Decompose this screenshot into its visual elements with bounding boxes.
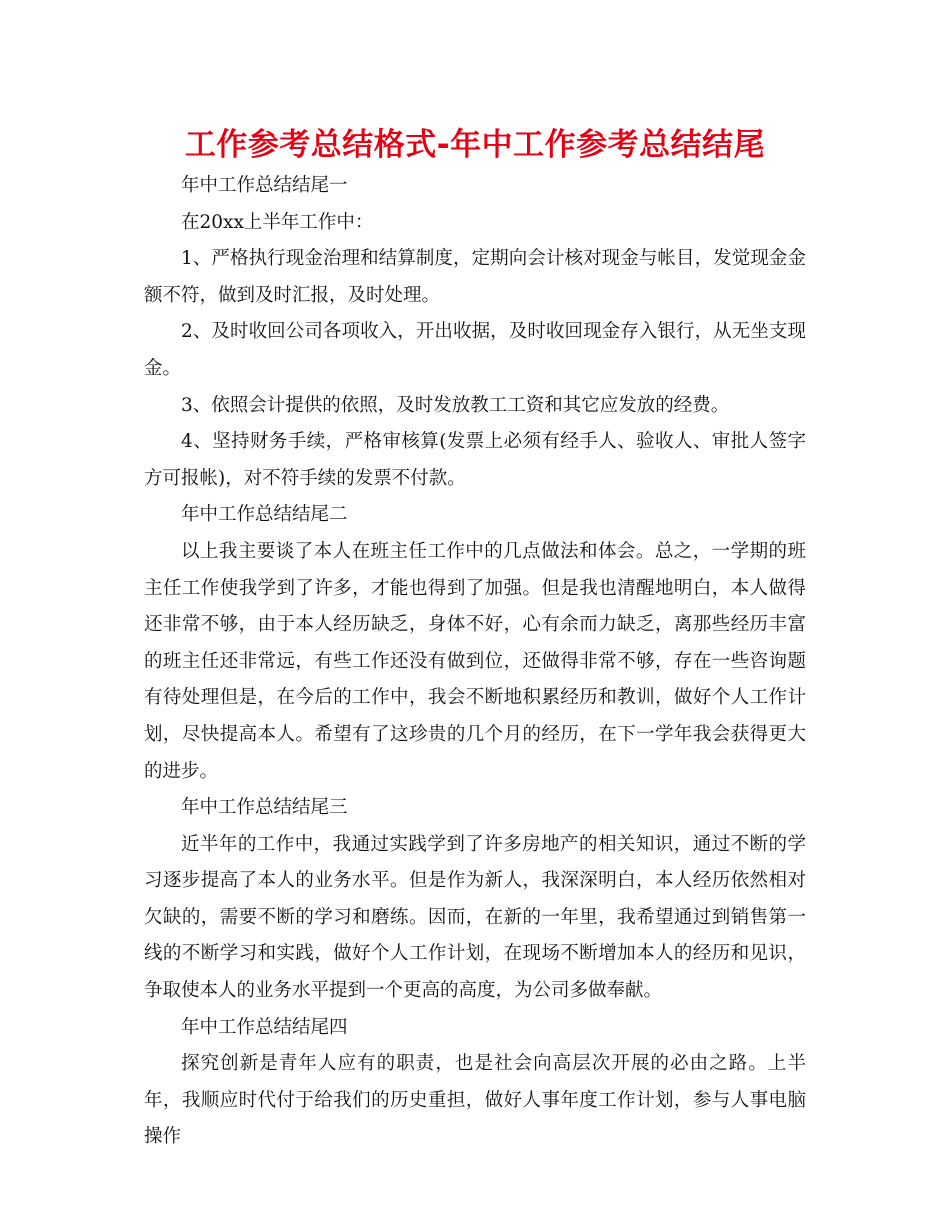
section-heading-4: 年中工作总结结尾四 [181, 1016, 348, 1038]
section-heading-3: 年中工作总结结尾三 [181, 797, 348, 819]
document-title: 工作参考总结格式-年中工作参考总结结尾 [184, 127, 766, 163]
paragraph: 2、及时收回公司各项收入，开出收据，及时收回现金存入银行，从无坐支现金。 [144, 321, 806, 379]
document-body [144, 168, 806, 1156]
paragraph: 在20xx上半年工作中： [181, 211, 374, 233]
paragraph: 4、坚持财务手续，严格审核算(发票上必须有经手人、验收人、审批人签字方可报帐)，对不符手续的发票不付款。 [144, 431, 806, 489]
paragraph: 探究创新是青年人应有的职责，也是社会向高层次开展的必由之路。上半年，我顺应时代付于给我们的历史重担，做好人事年度工作计划，参与人事电脑操作 [144, 1053, 806, 1148]
paragraph: 3、依照会计提供的依照，及时发放教工工资和其它应发放的经费。 [181, 394, 730, 416]
section-heading-1: 年中工作总结结尾一 [181, 175, 348, 196]
section-heading-2: 年中工作总结结尾二 [181, 504, 348, 526]
paragraph: 以上我主要谈了本人在班主任工作中的几点做法和体会。总之，一学期的班主任工作使我学到了许多，才能也得到了加强。但是我也清醒地明白，本人做得还非常不够，由于本人经历缺乏，身体不好，心有余而力缺乏，离那些经历丰富的班主任还非常远，有些工作还没有做到位，还做得非常不够，存在一些咨询题有待处理但是，在今后的工作中，我会不断地积累经历和教训，做好个人工作计划，尽快提高本人。希望有了这珍贵的几个月的经历，在下一学年我会获得更大的进步。 [144, 540, 806, 782]
paragraph: 1、严格执行现金治理和结算制度，定期向会计核对现金与帐目，发觉现金金额不符，做到及时汇报，及时处理。 [144, 248, 806, 306]
paragraph: 近半年的工作中，我通过实践学到了许多房地产的相关知识，通过不断的学习逐步提高了本人的业务水平。但是作为新人，我深深明白，本人经历依然相对欠缺的，需要不断的学习和磨练。因而，在新的一年里，我希望通过到销售第一线的不断学习和实践，做好个人工作计划，在现场不断增加本人的经历和见识，争取使本人的业务水平提到一个更高的高度，为公司多做奉献。 [144, 833, 806, 1002]
